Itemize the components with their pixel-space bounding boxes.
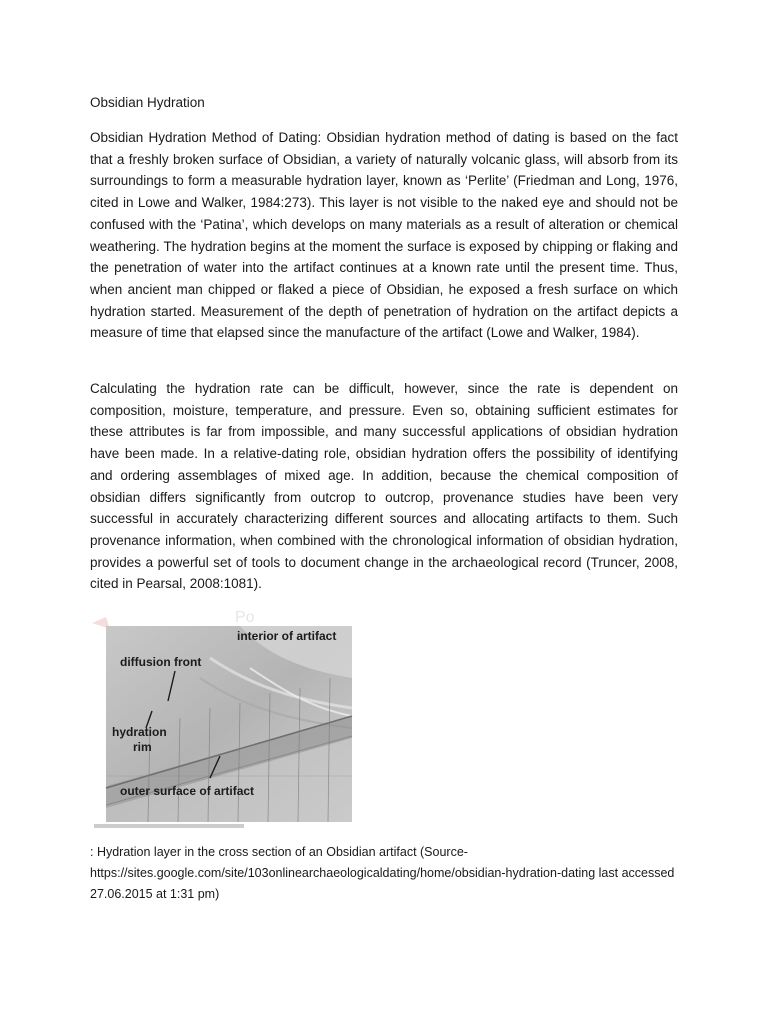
label-interior-of-artifact: interior of artifact [237, 629, 337, 643]
document-heading: Obsidian Hydration [90, 95, 205, 110]
paragraph-1: Obsidian Hydration Method of Dating: Obsidian hydration method of dating is based on the fact that a freshly broken surface of Obsidian, a variety of naturally volcanic glass, will absorb from its surroundings to form a measurable hydration layer, known as ‘Perlite’ (Friedman and Long, 1976, cited in Lowe and Walker, 1984:273). This layer is not visible to the naked eye and should not be confused with the ‘Patina’, which develops on many materials as a result of alteration or chemical weathering. The hydration begins at the moment the surface is exposed by chipping or flaking and the penetration of water into the artifact continues at a known rate until the present time. Thus, when ancient man chipped or flaked a piece of Obsidian, he exposed a fresh surface on which hydration started. Measurement of the depth of penetration of hydration on the artifact depicts a measure of time that elapsed since the manufacture of the artifact (Lowe and Walker, 1984). [90, 130, 678, 341]
svg-text:Po: Po [235, 609, 255, 626]
figure-caption: : Hydration layer in the cross section of an Obsidian artifact (Source- https://sites.google.com/site/103onlinearchaeologicaldating/home/obsidian-hydration-dating last accessed 27.06.2015 at 1:31 pm) [90, 845, 675, 901]
paragraph-2: Calculating the hydration rate can be difficult, however, since the rate is dependent on composition, moisture, temperature, and pressure. Even so, obtaining sufficient estimates for these attributes is far from impossible, and many successful applications of obsidian hydration have been made. In a relative-dating role, obsidian hydration offers the possibility of identifying and ordering assemblages of mixed age. In addition, because the chemical composition of obsidian differs significantly from outcrop to outcrop, provenance studies have been very successful in accurately characterizing different sources and allocating artifacts to them. Such provenance information, when combined with the chronological information of obsidian hydration, provides a powerful set of tools to document change in the archaeological record (Truncer, 2008, cited in Pearsal, 2008:1081). [90, 381, 678, 592]
cross-section-image [90, 608, 360, 830]
label-hydration: hydration [112, 725, 167, 739]
label-rim: rim [133, 740, 152, 754]
label-diffusion-front: diffusion front [120, 655, 202, 669]
label-outer-surface: outer surface of artifact [120, 784, 255, 798]
obsidian-cross-section-figure [90, 608, 360, 830]
